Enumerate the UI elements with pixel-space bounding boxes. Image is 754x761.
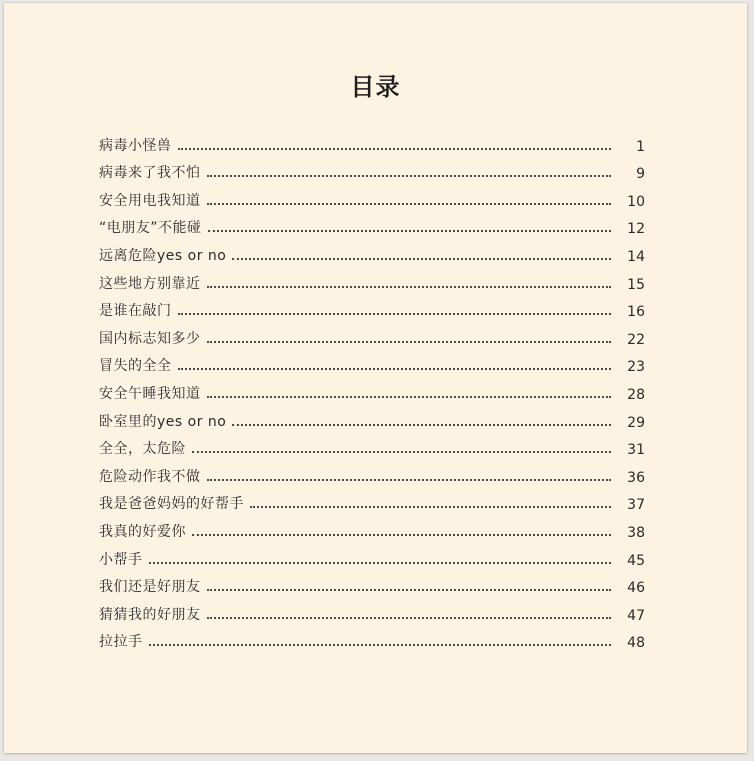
toc-entry: [99, 240, 645, 268]
toc-entry: [99, 599, 645, 627]
toc-entry-page-number: 36: [627, 469, 645, 486]
dot-leader: [207, 203, 612, 205]
toc-entry: [99, 268, 645, 296]
toc-entry-label: 我真的好爱你: [99, 523, 186, 540]
toc-entry: [99, 213, 645, 241]
dot-leader: [207, 589, 612, 591]
toc-entry-page-number: 28: [627, 386, 645, 403]
toc-entry: [99, 158, 645, 186]
toc-entry-page-number: 12: [627, 221, 645, 238]
dot-leader: [207, 396, 612, 398]
toc-entry-label: 病毒小怪兽: [99, 137, 172, 154]
dot-leader: [207, 286, 612, 288]
toc-entry: [99, 572, 645, 600]
toc-entry-label: “电朋友”不能碰: [99, 220, 202, 237]
toc-entry-label: 卧室里的yes or no: [99, 413, 227, 430]
toc-entry-page-number: 48: [627, 635, 645, 652]
dot-leader: [207, 479, 612, 481]
dot-leader: [232, 424, 611, 426]
toc-entry: [99, 351, 645, 379]
toc-entry-label: 冒失的全全: [99, 358, 172, 375]
dot-leader: [232, 258, 611, 260]
toc-entry-label: 拉拉手: [99, 634, 143, 651]
toc-entry: [99, 406, 645, 434]
toc-entry-label: 安全午睡我知道: [99, 385, 201, 402]
dot-leader: [149, 644, 612, 646]
toc-entry-page-number: 38: [627, 524, 645, 541]
toc-entry: [99, 544, 645, 572]
dot-leader: [207, 617, 612, 619]
dot-leader: [178, 368, 612, 370]
toc-entry-label: 国内标志知多少: [99, 330, 201, 347]
toc-entry: [99, 323, 645, 351]
dot-leader: [149, 562, 612, 564]
dot-leader: [207, 175, 612, 177]
toc-entry-page-number: 37: [627, 497, 645, 514]
toc-entry-page-number: 10: [627, 193, 645, 210]
toc-entry-label: 安全用电我知道: [99, 192, 201, 209]
dot-leader: [178, 148, 612, 150]
dot-leader: [192, 534, 611, 536]
dot-leader: [207, 341, 612, 343]
toc-entry: [99, 378, 645, 406]
toc-entry-page-number: 29: [627, 414, 645, 431]
toc-entry-label: 全全，太危险: [99, 441, 186, 458]
toc-entry-page-number: 14: [627, 248, 645, 265]
toc-entry: [99, 434, 645, 462]
toc-entry-label: 远离危险yes or no: [99, 247, 227, 264]
toc-entry-label: 这些地方别靠近: [99, 275, 201, 292]
book-page: [4, 3, 747, 753]
toc-entry-label: 危险动作我不做: [99, 468, 201, 485]
toc-entry: [99, 185, 645, 213]
toc-entry-label: 我是爸爸妈妈的好帮手: [99, 496, 244, 513]
toc-entry: [99, 130, 645, 158]
toc-entry-label: 是谁在敲门: [99, 303, 172, 320]
toc-entry-label: 我们还是好朋友: [99, 579, 201, 596]
table-of-contents: [99, 130, 645, 654]
toc-entry-page-number: 16: [627, 304, 645, 321]
toc-entry-page-number: 47: [627, 607, 645, 624]
toc-entry-label: 小帮手: [99, 551, 143, 568]
toc-entry-page-number: 1: [636, 138, 645, 155]
toc-entry-page-number: 31: [627, 442, 645, 459]
toc-entry-label: 病毒来了我不怕: [99, 165, 201, 182]
toc-entry-label: 猜猜我的好朋友: [99, 606, 201, 623]
toc-entry: [99, 296, 645, 324]
dot-leader: [178, 313, 612, 315]
dot-leader: [208, 230, 611, 232]
toc-entry: [99, 461, 645, 489]
page-title: 目录: [350, 73, 401, 101]
toc-entry: [99, 516, 645, 544]
toc-entry: [99, 489, 645, 517]
toc-entry-page-number: 15: [627, 276, 645, 293]
toc-entry-page-number: 46: [627, 580, 645, 597]
dot-leader: [250, 506, 611, 508]
toc-entry-page-number: 9: [636, 166, 645, 183]
toc-entry-page-number: 45: [627, 552, 645, 569]
dot-leader: [192, 451, 611, 453]
toc-entry: [99, 627, 645, 655]
toc-entry-page-number: 22: [627, 331, 645, 348]
toc-entry-page-number: 23: [627, 359, 645, 376]
